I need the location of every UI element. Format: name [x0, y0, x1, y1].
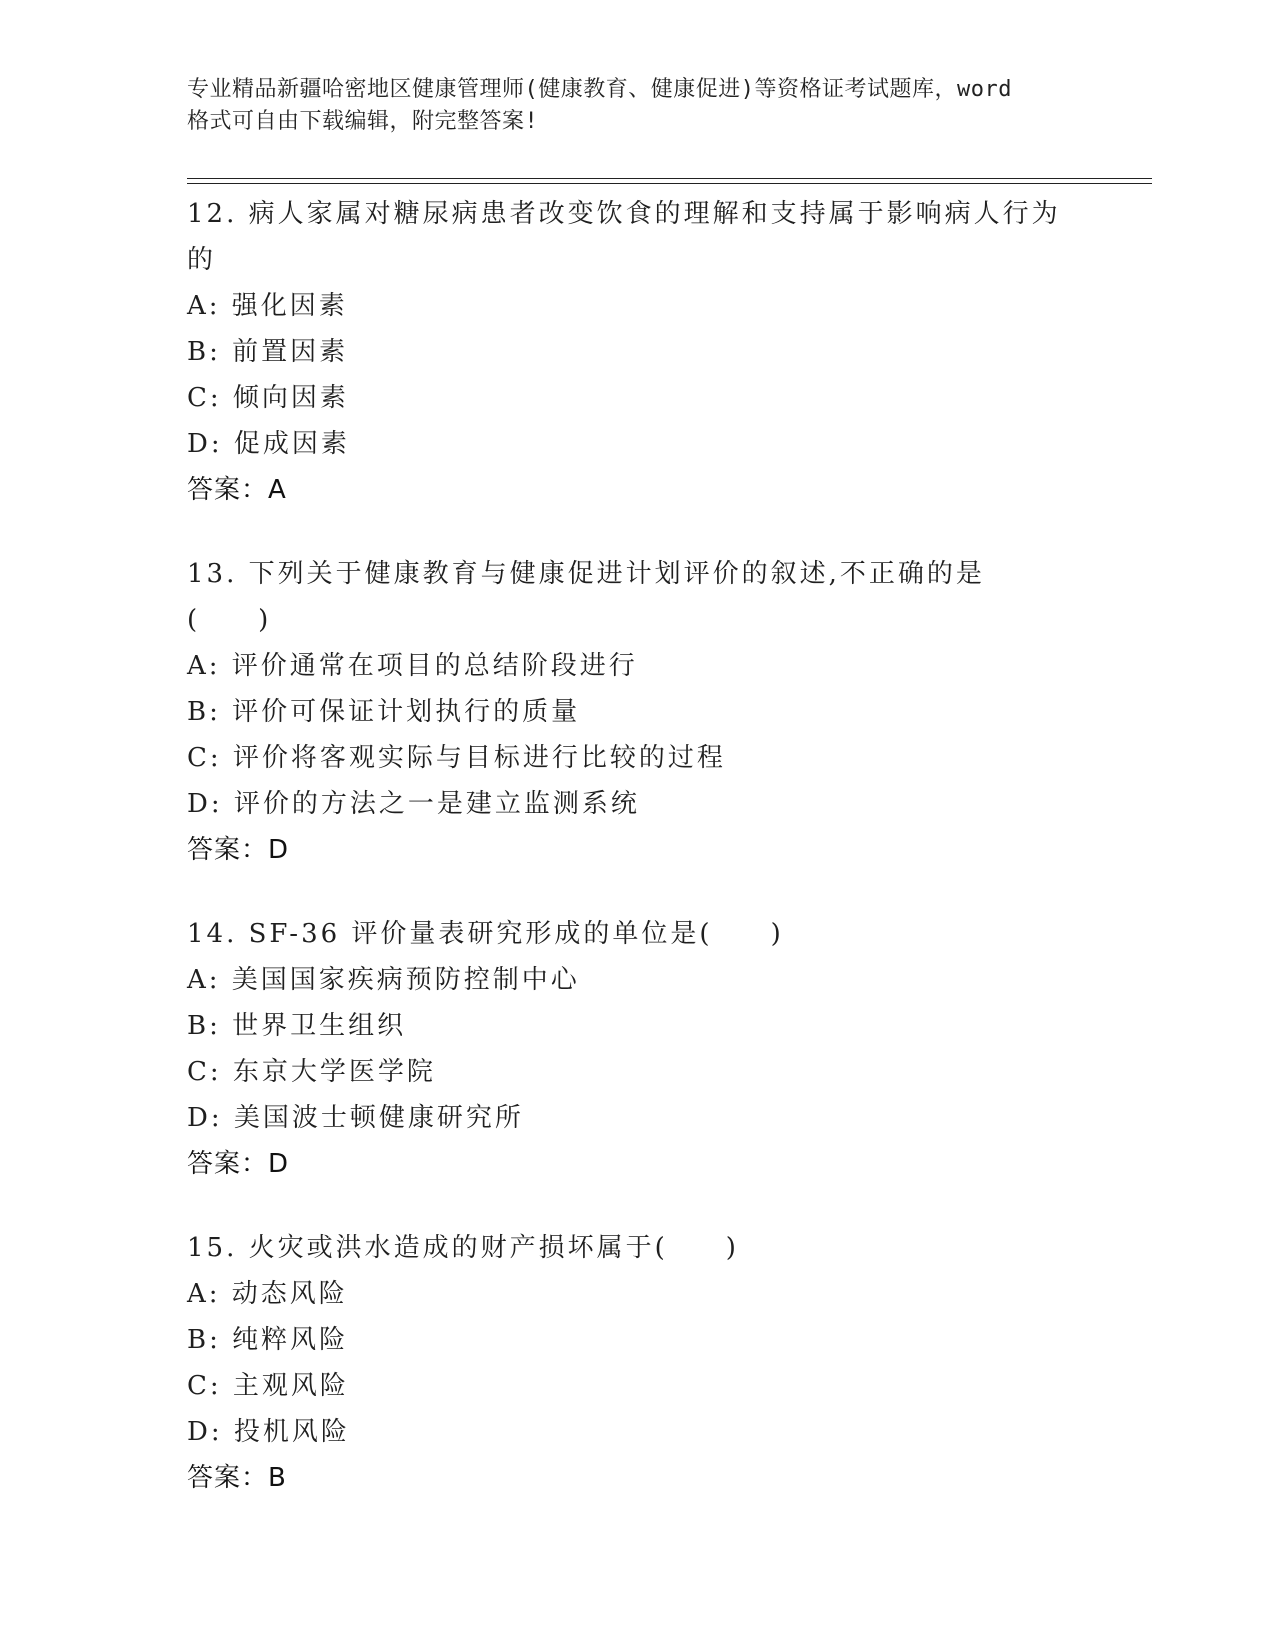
option-b: B: 纯粹风险	[187, 1325, 349, 1355]
question-12	[187, 191, 1067, 513]
option-d: D: 投机风险	[187, 1417, 350, 1447]
answer-label: 答案：D	[187, 1149, 290, 1179]
option-c: C: 主观风险	[187, 1371, 349, 1401]
option-d: D: 评价的方法之一是建立监测系统	[187, 789, 640, 819]
question-13	[187, 551, 1067, 873]
option-c: C: 东京大学医学院	[187, 1057, 436, 1087]
question-stem: 13. 下列关于健康教育与健康促进计划评价的叙述,不正确的是( )	[187, 559, 985, 635]
option-d: D: 美国波士顿健康研究所	[187, 1103, 524, 1133]
question-14	[187, 911, 1067, 1187]
question-stem: 12. 病人家属对糖尿病患者改变饮食的理解和支持属于影响病人行为的	[187, 199, 1061, 275]
header-divider-top	[187, 178, 1152, 179]
option-c: C: 倾向因素	[187, 383, 349, 413]
option-d: D: 促成因素	[187, 429, 350, 459]
answer-label: 答案：D	[187, 835, 290, 865]
question-list	[187, 191, 1067, 1539]
header-line-2: 格式可自由下载编辑，附完整答案!	[187, 109, 539, 134]
question-stem: 15. 火灾或洪水造成的财产损坏属于( )	[187, 1233, 739, 1263]
option-a: A: 强化因素	[187, 291, 348, 321]
option-a: A: 动态风险	[187, 1279, 348, 1309]
answer-label: 答案：A	[187, 475, 287, 505]
question-stem: 14. SF-36 评价量表研究形成的单位是( )	[187, 919, 784, 949]
answer-label: 答案：B	[187, 1463, 287, 1493]
header-line-1: 专业精品新疆哈密地区健康管理师(健康教育、健康促进)等资格证考试题库，word	[187, 77, 1012, 102]
option-a: A: 美国国家疾病预防控制中心	[187, 965, 580, 995]
question-15	[187, 1225, 1067, 1501]
document-header	[187, 74, 1087, 138]
option-b: B: 评价可保证计划执行的质量	[187, 697, 581, 727]
option-c: C: 评价将客观实际与目标进行比较的过程	[187, 743, 726, 773]
option-b: B: 前置因素	[187, 337, 349, 367]
header-divider-bottom	[187, 183, 1152, 184]
option-b: B: 世界卫生组织	[187, 1011, 407, 1041]
option-a: A: 评价通常在项目的总结阶段进行	[187, 651, 638, 681]
